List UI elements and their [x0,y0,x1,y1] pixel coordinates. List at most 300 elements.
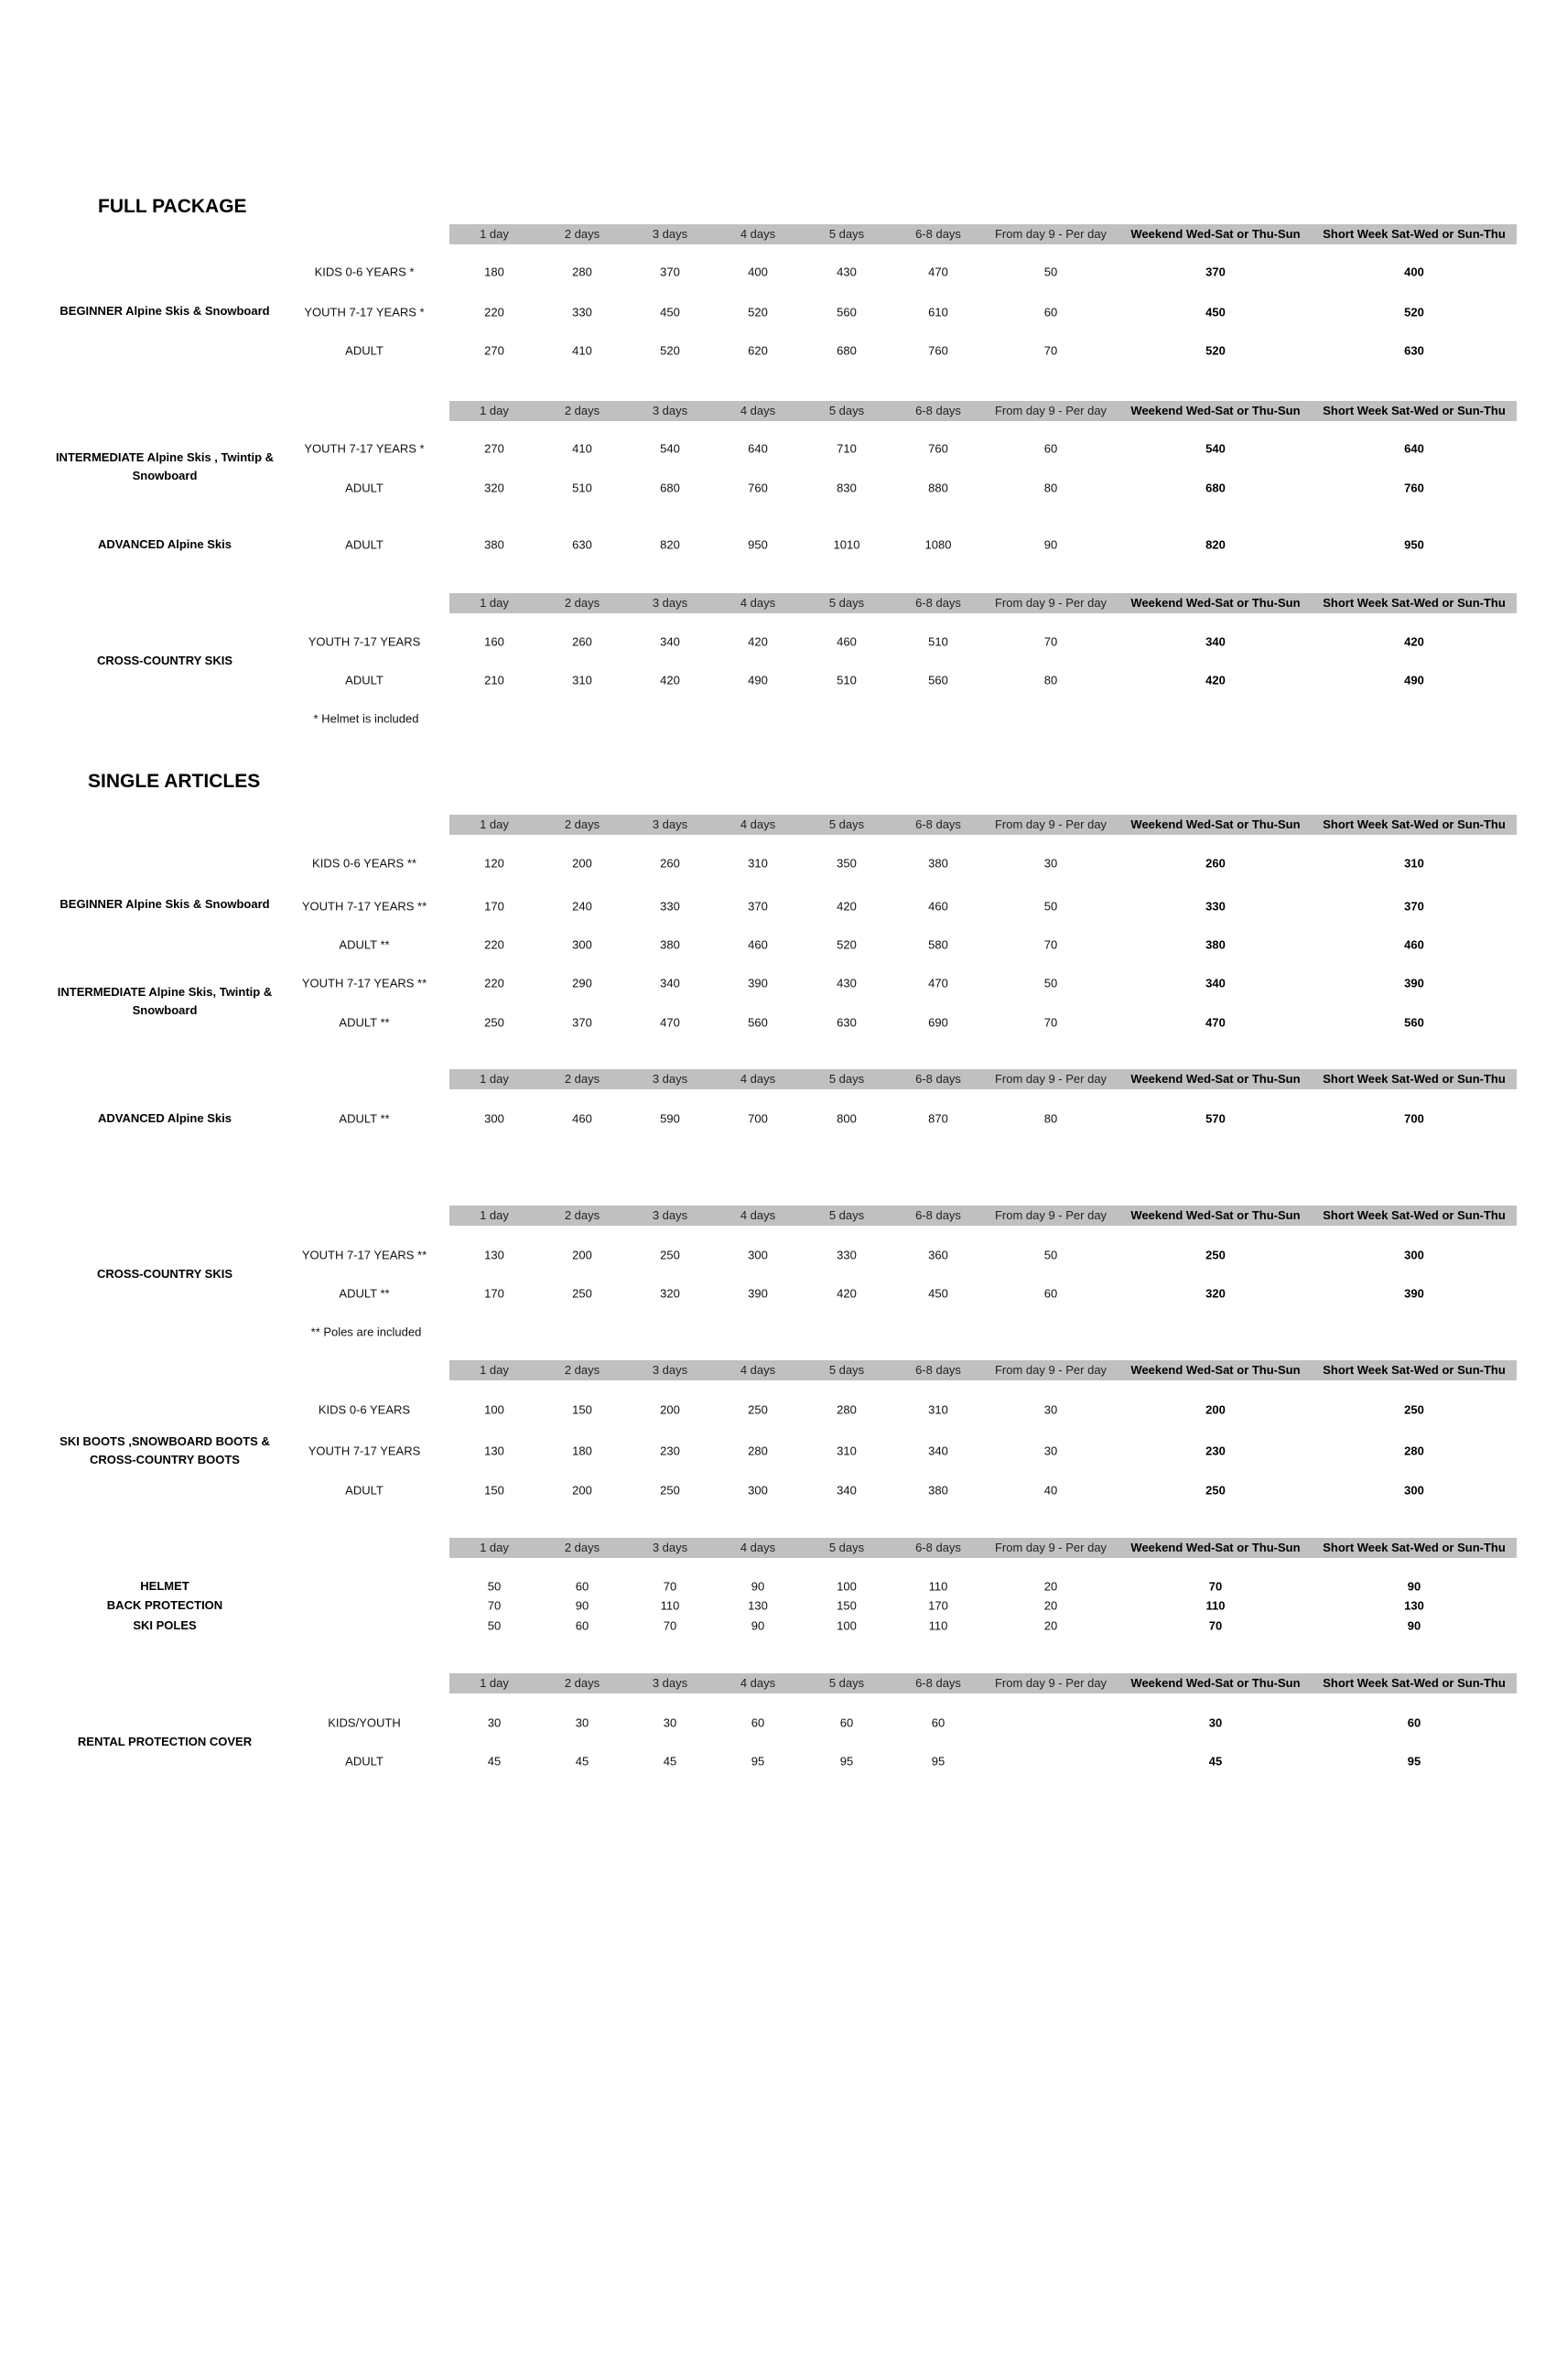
column-header: 1 day [480,1541,509,1554]
column-header: 1 day [480,1363,509,1377]
column-header: 6-8 days [915,404,961,417]
price-cell: 420 [837,1286,857,1301]
price-cell: 270 [484,441,504,456]
price-cell: 60 [1043,1286,1058,1301]
column-header: 4 days [740,1541,776,1554]
price-cell: 460 [1404,937,1424,952]
column-header: 5 days [828,1072,865,1086]
column-header: 1 day [480,1072,509,1086]
column-header: 1 day [480,227,509,241]
price-cell: 250 [1205,1483,1226,1498]
column-header: 6-8 days [915,1072,961,1086]
category-label: SKI POLES [133,1618,197,1632]
price-cell: 620 [748,343,768,358]
price-cell: 690 [928,1015,948,1030]
column-header: 4 days [740,227,776,241]
price-cell: 50 [1043,899,1058,914]
category-label: INTERMEDIATE Alpine Skis , Twintip & Snowboard [55,450,275,482]
price-cell: 20 [1043,1618,1058,1633]
price-cell: 630 [1404,343,1424,358]
price-cell: 870 [928,1111,948,1126]
table-header-row [449,1538,1517,1558]
price-cell: 220 [484,937,504,952]
row-label: YOUTH 7-17 YEARS ** [301,1248,427,1262]
price-cell: 30 [1043,856,1058,871]
price-cell: 390 [1404,1286,1424,1301]
price-cell: 220 [484,305,504,319]
price-cell: 540 [660,441,680,456]
price-cell: 380 [484,537,504,552]
price-cell: 560 [748,1015,768,1030]
price-cell: 90 [1407,1618,1421,1633]
price-cell: 130 [484,1248,504,1262]
column-header: 3 days [652,1541,688,1554]
column-header: From day 9 - Per day [994,817,1108,831]
price-cell: 60 [575,1618,589,1633]
column-header: Weekend Wed-Sat or Thu-Sun [1130,1072,1301,1086]
price-cell: 20 [1043,1579,1058,1594]
column-header: 6-8 days [915,596,961,610]
column-header: 1 day [480,596,509,610]
column-header: 2 days [564,1676,600,1690]
column-header: 5 days [828,1541,865,1554]
price-cell: 370 [1404,899,1424,914]
price-cell: 80 [1043,1111,1058,1126]
column-header: From day 9 - Per day [994,1208,1108,1222]
category-label: RENTAL PROTECTION COVER [77,1735,253,1748]
row-label: YOUTH 7-17 YEARS * [304,305,425,319]
price-cell: 370 [572,1015,592,1030]
price-cell: 250 [660,1248,680,1262]
price-cell: 240 [572,899,592,914]
price-cell: 950 [748,537,768,552]
price-cell: 570 [1205,1111,1226,1126]
price-cell: 70 [1043,1015,1058,1030]
price-cell: 110 [660,1598,680,1613]
price-cell: 170 [484,899,504,914]
column-header: 3 days [652,596,688,610]
price-cell: 390 [748,976,768,990]
section-title: FULL PACKAGE [98,196,247,217]
category-label: BEGINNER Alpine Skis & Snowboard [59,897,270,911]
price-cell: 330 [1205,899,1226,914]
price-cell: 1080 [924,537,952,552]
price-cell: 50 [1043,265,1058,279]
price-cell: 40 [1043,1483,1058,1498]
price-cell: 250 [1404,1402,1424,1417]
price-cell: 170 [928,1598,948,1613]
price-cell: 50 [1043,1248,1058,1262]
price-cell: 680 [660,481,680,495]
price-cell: 260 [660,856,680,871]
price-cell: 45 [1208,1754,1223,1769]
price-cell: 470 [928,976,948,990]
price-cell: 520 [748,305,768,319]
price-cell: 380 [660,937,680,952]
price-cell: 490 [748,673,768,687]
price-cell: 30 [575,1715,589,1730]
column-header: 4 days [740,1363,776,1377]
price-cell: 90 [751,1579,765,1594]
column-header: From day 9 - Per day [994,227,1108,241]
price-cell: 70 [1043,343,1058,358]
price-cell: 70 [1043,634,1058,649]
price-cell: 760 [1404,481,1424,495]
price-cell: 260 [1205,856,1226,871]
row-label: ADULT ** [339,1015,390,1030]
row-label: ADULT [345,537,384,552]
price-cell: 560 [1404,1015,1424,1030]
column-header: 3 days [652,1676,688,1690]
price-cell: 510 [572,481,592,495]
row-label: KIDS 0-6 YEARS * [314,265,415,279]
column-header: 1 day [480,817,509,831]
price-cell: 420 [748,634,768,649]
row-label: KIDS 0-6 YEARS ** [312,856,416,871]
table-header-row [449,401,1517,421]
column-header: 3 days [652,1072,688,1086]
price-cell: 50 [1043,976,1058,990]
price-cell: 220 [484,976,504,990]
price-cell: 80 [1043,673,1058,687]
price-cell: 90 [1407,1579,1421,1594]
price-cell: 370 [748,899,768,914]
row-label: ADULT ** [339,1286,390,1301]
column-header: 2 days [564,227,600,241]
table-header-row [449,593,1517,613]
row-label: ADULT [345,343,384,358]
price-cell: 95 [931,1754,945,1769]
price-cell: 30 [1208,1715,1223,1730]
price-cell: 90 [1043,537,1058,552]
price-cell: 200 [572,856,592,871]
price-cell: 70 [1043,937,1058,952]
column-header: Short Week Sat-Wed or Sun-Thu [1323,1072,1506,1086]
price-cell: 470 [928,265,948,279]
price-cell: 30 [1043,1444,1058,1458]
price-cell: 350 [837,856,857,871]
column-header: 4 days [740,596,776,610]
price-cell: 680 [837,343,857,358]
price-cell: 30 [487,1715,502,1730]
price-cell: 95 [751,1754,765,1769]
table-header-row [449,815,1517,835]
price-cell: 280 [748,1444,768,1458]
category-label: CROSS-COUNTRY SKIS [96,654,233,667]
price-cell: 950 [1404,537,1424,552]
column-header: 5 days [828,227,865,241]
price-cell: 300 [1404,1248,1424,1262]
category-label: HELMET [140,1579,189,1593]
column-header: 5 days [828,817,865,831]
column-header: 3 days [652,404,688,417]
price-cell: 340 [928,1444,948,1458]
column-header: Weekend Wed-Sat or Thu-Sun [1130,1541,1301,1554]
price-cell: 320 [1205,1286,1226,1301]
price-cell: 560 [928,673,948,687]
price-cell: 300 [748,1248,768,1262]
price-cell: 470 [1205,1015,1226,1030]
column-header: 1 day [480,404,509,417]
table-header-row [449,1360,1517,1380]
price-cell: 420 [837,899,857,914]
price-cell: 200 [572,1248,592,1262]
column-header: 5 days [828,596,865,610]
category-label: ADVANCED Alpine Skis [98,1111,232,1125]
price-cell: 310 [837,1444,857,1458]
price-cell: 1010 [833,537,860,552]
price-cell: 640 [1404,441,1424,456]
column-header: 6-8 days [915,1208,961,1222]
price-cell: 370 [1205,265,1226,279]
price-cell: 460 [928,899,948,914]
column-header: 3 days [652,1208,688,1222]
price-cell: 360 [928,1248,948,1262]
price-cell: 830 [837,481,857,495]
price-cell: 390 [1404,976,1424,990]
category-label: ADVANCED Alpine Skis [98,537,232,551]
price-cell: 130 [484,1444,504,1458]
row-label: YOUTH 7-17 YEARS ** [301,899,427,914]
category-label: INTERMEDIATE Alpine Skis, Twintip & Snowboard [57,985,273,1017]
column-header: Short Week Sat-Wed or Sun-Thu [1323,596,1506,610]
row-label: YOUTH 7-17 YEARS [308,634,421,649]
price-cell: 20 [1043,1598,1058,1613]
column-header: 5 days [828,1208,865,1222]
row-label: ADULT [345,673,384,687]
column-header: Weekend Wed-Sat or Thu-Sun [1130,1363,1301,1377]
price-cell: 130 [1404,1598,1424,1613]
table-header-row [449,1206,1517,1226]
table-header-row [449,224,1517,244]
price-cell: 310 [572,673,592,687]
price-cell: 700 [748,1111,768,1126]
column-header: Short Week Sat-Wed or Sun-Thu [1323,817,1506,831]
price-cell: 700 [1404,1111,1424,1126]
price-cell: 610 [928,305,948,319]
column-header: Short Week Sat-Wed or Sun-Thu [1323,1363,1506,1377]
price-cell: 60 [1043,441,1058,456]
price-cell: 340 [1205,976,1226,990]
price-cell: 60 [1407,1715,1421,1730]
row-label: KIDS/YOUTH [328,1715,401,1730]
price-cell: 880 [928,481,948,495]
column-header: 3 days [652,817,688,831]
price-cell: 520 [837,937,857,952]
column-header: Short Week Sat-Wed or Sun-Thu [1323,227,1506,241]
price-cell: 310 [748,856,768,871]
price-cell: 430 [837,265,857,279]
price-cell: 520 [1205,343,1226,358]
column-header: 2 days [564,1072,600,1086]
column-header: 6-8 days [915,817,961,831]
price-cell: 230 [660,1444,680,1458]
column-header: From day 9 - Per day [994,404,1108,417]
price-cell: 410 [572,441,592,456]
price-cell: 310 [1404,856,1424,871]
price-cell: 30 [663,1715,677,1730]
price-cell: 560 [837,305,857,319]
price-cell: 400 [748,265,768,279]
price-cell: 70 [1208,1579,1223,1594]
price-cell: 100 [484,1402,504,1417]
price-cell: 320 [660,1286,680,1301]
column-header: 6-8 days [915,1363,961,1377]
row-label: YOUTH 7-17 YEARS [308,1444,421,1458]
price-cell: 110 [1205,1598,1226,1613]
price-cell: 90 [575,1598,589,1613]
category-label: BACK PROTECTION [106,1598,223,1612]
price-cell: 150 [484,1483,504,1498]
price-cell: 340 [1205,634,1226,649]
price-cell: 170 [484,1286,504,1301]
price-cell: 45 [487,1754,502,1769]
price-cell: 300 [748,1483,768,1498]
price-cell: 520 [660,343,680,358]
price-cell: 300 [484,1111,504,1126]
column-header: From day 9 - Per day [994,1072,1108,1086]
price-cell: 330 [572,305,592,319]
price-cell: 450 [1205,305,1226,319]
table-header-row [449,1069,1517,1089]
price-cell: 95 [1407,1754,1421,1769]
price-cell: 280 [572,265,592,279]
column-header: 2 days [564,1541,600,1554]
price-cell: 430 [837,976,857,990]
price-cell: 490 [1404,673,1424,687]
column-header: 2 days [564,404,600,417]
price-cell: 60 [839,1715,854,1730]
price-cell: 540 [1205,441,1226,456]
price-cell: 590 [660,1111,680,1126]
price-cell: 760 [928,441,948,456]
price-cell: 340 [837,1483,857,1498]
price-cell: 80 [1043,481,1058,495]
price-cell: 380 [928,1483,948,1498]
price-cell: 210 [484,673,504,687]
price-cell: 70 [1208,1618,1223,1633]
price-cell: 580 [928,937,948,952]
price-cell: 630 [837,1015,857,1030]
column-header: 6-8 days [915,1541,961,1554]
price-cell: 180 [572,1444,592,1458]
price-cell: 200 [572,1483,592,1498]
price-cell: 320 [484,481,504,495]
price-cell: 90 [751,1618,765,1633]
price-cell: 130 [748,1598,768,1613]
price-cell: 250 [1205,1248,1226,1262]
price-cell: 370 [660,265,680,279]
price-cell: 30 [1043,1402,1058,1417]
column-header: Weekend Wed-Sat or Thu-Sun [1130,227,1301,241]
price-cell: 760 [928,343,948,358]
row-label: KIDS 0-6 YEARS [318,1402,411,1417]
column-header: From day 9 - Per day [994,1541,1108,1554]
column-header: 2 days [564,1363,600,1377]
price-cell: 110 [928,1618,948,1633]
price-cell: 630 [572,537,592,552]
row-label: ADULT [345,1754,384,1769]
column-header: 1 day [480,1676,509,1690]
price-cell: 340 [660,634,680,649]
price-cell: 100 [837,1579,857,1594]
price-cell: 520 [1404,305,1424,319]
category-label: SKI BOOTS ,SNOWBOARD BOOTS & CROSS-COUNTRY BOOTS [59,1434,270,1466]
column-header: 2 days [564,596,600,610]
price-cell: 330 [660,899,680,914]
row-label: ADULT [345,1483,384,1498]
column-header: 3 days [652,1363,688,1377]
price-cell: 470 [660,1015,680,1030]
price-cell: 50 [487,1579,502,1594]
column-header: 3 days [652,227,688,241]
price-cell: 250 [572,1286,592,1301]
column-header: 6-8 days [915,227,961,241]
column-header: 1 day [480,1208,509,1222]
column-header: 2 days [564,1208,600,1222]
price-cell: 330 [837,1248,857,1262]
row-label: YOUTH 7-17 YEARS * [304,441,425,456]
column-header: 4 days [740,817,776,831]
price-cell: 300 [1404,1483,1424,1498]
category-label: CROSS-COUNTRY SKIS [96,1267,233,1281]
price-cell: 200 [660,1402,680,1417]
column-header: 5 days [828,1676,865,1690]
price-cell: 280 [837,1402,857,1417]
section-title: SINGLE ARTICLES [88,771,261,792]
price-cell: 100 [837,1618,857,1633]
price-cell: 410 [572,343,592,358]
column-header: Weekend Wed-Sat or Thu-Sun [1130,1208,1301,1222]
price-cell: 250 [484,1015,504,1030]
price-cell: 60 [575,1579,589,1594]
column-header: 4 days [740,404,776,417]
price-cell: 390 [748,1286,768,1301]
row-label: ADULT ** [339,937,390,952]
column-header: Short Week Sat-Wed or Sun-Thu [1323,1676,1506,1690]
price-cell: 420 [1404,634,1424,649]
column-header: 4 days [740,1072,776,1086]
column-header: Short Week Sat-Wed or Sun-Thu [1323,1208,1506,1222]
row-label: ADULT ** [339,1111,390,1126]
price-cell: 300 [572,937,592,952]
price-cell: 760 [748,481,768,495]
price-cell: 70 [487,1598,502,1613]
price-cell: 460 [748,937,768,952]
row-label: ADULT [345,481,384,495]
price-cell: 420 [660,673,680,687]
column-header: Weekend Wed-Sat or Thu-Sun [1130,404,1301,417]
footnote: ** Poles are included [310,1325,422,1339]
column-header: 4 days [740,1208,776,1222]
price-cell: 640 [748,441,768,456]
price-cell: 45 [575,1754,589,1769]
price-cell: 60 [751,1715,765,1730]
column-header: From day 9 - Per day [994,596,1108,610]
price-cell: 110 [928,1579,948,1594]
price-cell: 45 [663,1754,677,1769]
price-cell: 180 [484,265,504,279]
column-header: Weekend Wed-Sat or Thu-Sun [1130,596,1301,610]
price-cell: 800 [837,1111,857,1126]
price-cell: 680 [1205,481,1226,495]
price-cell: 400 [1404,265,1424,279]
column-header: From day 9 - Per day [994,1363,1108,1377]
column-header: Weekend Wed-Sat or Thu-Sun [1130,1676,1301,1690]
column-header: 5 days [828,404,865,417]
price-cell: 340 [660,976,680,990]
table-header-row [449,1673,1517,1693]
